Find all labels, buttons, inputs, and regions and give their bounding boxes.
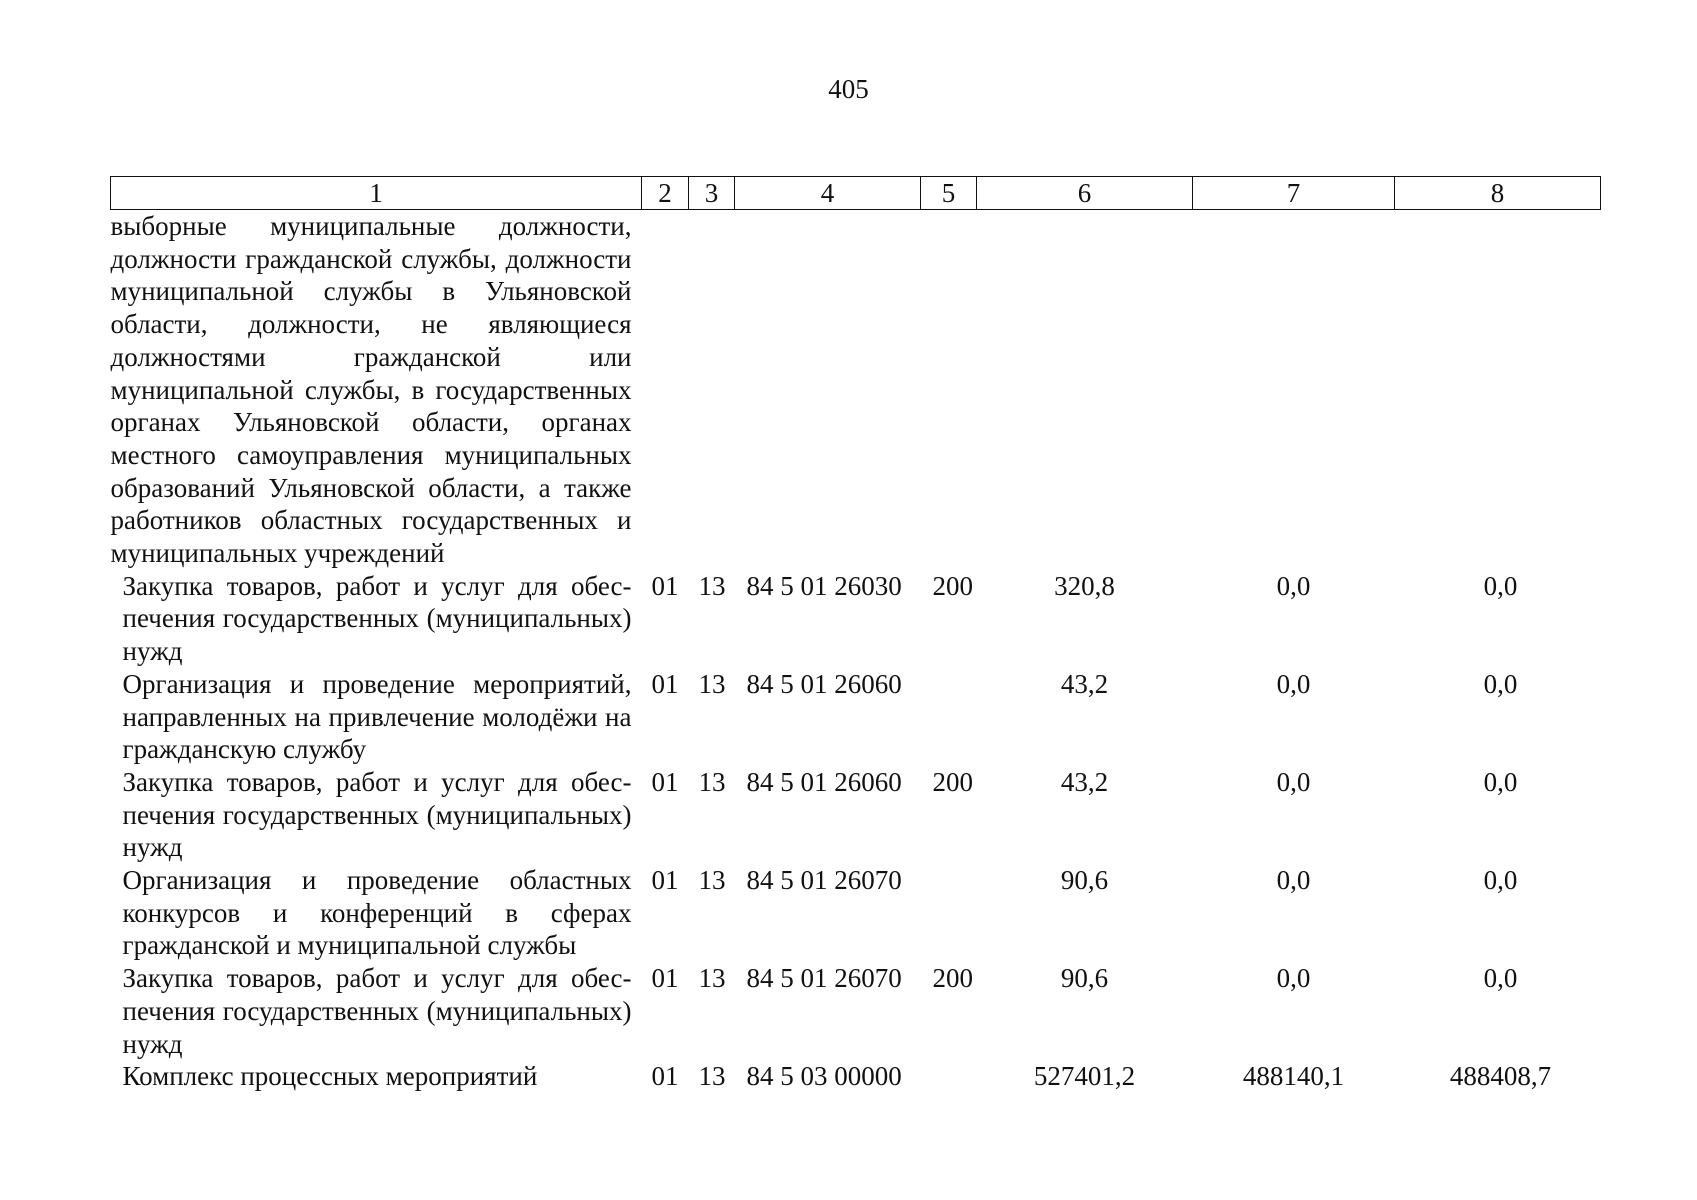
row-target-code: 84 5 01 26070 xyxy=(746,865,902,896)
row-amount-1 xyxy=(977,210,1193,570)
row-amount-1: 527401,2 xyxy=(1033,1061,1136,1092)
row-name: выборные муниципальные должности, должности гражданской службы, должности муниципальной службы в Ульяновской области, должности, не являющиеся должностями гражданской или муниципальной службы, в государственных органах Ульяновской области, органах местного самоуправления муниципальных образований Ульяновской области, а также работников областных государственных и муниципальных учреждений xyxy=(110,211,632,569)
row-amount-2: 488140,1 xyxy=(1242,1061,1345,1092)
table-row xyxy=(111,1060,1601,1093)
row-amount-2 xyxy=(1193,210,1395,570)
row-name: Комплекс процессных мероприятий xyxy=(122,1061,538,1092)
row-amount-2: 0,0 xyxy=(1276,766,1311,797)
table-header xyxy=(111,177,1601,210)
row-amount-3: 0,0 xyxy=(1483,865,1518,896)
row-subsection: 13 xyxy=(698,963,726,994)
row-subsection: 13 xyxy=(698,766,726,797)
row-subsection: 13 xyxy=(698,668,726,699)
row-amount-2: 0,0 xyxy=(1276,963,1311,994)
row-amount-1: 43,2 xyxy=(1060,766,1109,797)
row-subsection: 13 xyxy=(698,865,726,896)
row-amount-3: 0,0 xyxy=(1483,668,1518,699)
header-row xyxy=(111,177,1601,210)
row-amount-2: 0,0 xyxy=(1276,570,1311,601)
row-subsection: 13 xyxy=(698,570,726,601)
header-col-6: 6 xyxy=(977,177,1193,210)
budget-table xyxy=(110,176,1601,1093)
row-expense-type xyxy=(921,668,977,766)
row-section: 01 xyxy=(651,766,679,797)
row-name: Организация и проведение мероприятий, направленных на привлечение молодёжи на гражданскую службу xyxy=(122,668,632,765)
row-amount-1: 320,8 xyxy=(1054,570,1115,601)
row-expense-type xyxy=(921,1060,977,1093)
table-row xyxy=(111,210,1601,570)
header-col-1: 1 xyxy=(111,177,642,210)
row-section: 01 xyxy=(651,668,679,699)
row-target-code: 84 5 03 00000 xyxy=(746,1061,902,1092)
row-name: Закупка товаров, работ и услуг для обеспечения государственных (муниципальных) нужд xyxy=(122,766,632,863)
row-section: 01 xyxy=(651,570,679,601)
row-name: Закупка товаров, работ и услуг для обеспечения государственных (муниципальных) нужд xyxy=(122,570,632,667)
row-amount-2: 0,0 xyxy=(1276,865,1311,896)
row-amount-3: 488408,7 xyxy=(1449,1061,1552,1092)
row-amount-3: 0,0 xyxy=(1483,766,1518,797)
row-amount-1: 90,6 xyxy=(1060,963,1109,994)
row-subsection: 13 xyxy=(698,1061,726,1092)
header-col-5: 5 xyxy=(921,177,977,210)
row-subsection xyxy=(689,210,735,570)
row-expense-type xyxy=(921,864,977,962)
table-row xyxy=(111,864,1601,962)
table-row xyxy=(111,962,1601,1060)
row-section: 01 xyxy=(651,865,679,896)
row-amount-2: 0,0 xyxy=(1276,668,1311,699)
row-target-code: 84 5 01 26030 xyxy=(746,570,902,601)
row-amount-1: 43,2 xyxy=(1060,668,1109,699)
table-body xyxy=(111,210,1601,1093)
row-section xyxy=(642,210,689,570)
table-row xyxy=(111,570,1601,668)
row-amount-3: 0,0 xyxy=(1483,963,1518,994)
row-section: 01 xyxy=(651,1061,679,1092)
row-target-code: 84 5 01 26060 xyxy=(746,668,902,699)
table-row xyxy=(111,668,1601,766)
row-name: Организация и проведение областных конкурсов и конференций в сферах гражданской и муниципальной службы xyxy=(122,865,632,961)
header-col-3: 3 xyxy=(689,177,735,210)
row-expense-type: 200 xyxy=(932,963,973,994)
row-target-code: 84 5 01 26060 xyxy=(746,766,902,797)
row-expense-type: 200 xyxy=(932,570,973,601)
row-amount-3: 0,0 xyxy=(1483,570,1518,601)
header-col-8: 8 xyxy=(1395,177,1601,210)
row-target-code: 84 5 01 26070 xyxy=(746,963,902,994)
header-col-7: 7 xyxy=(1193,177,1395,210)
row-amount-3 xyxy=(1395,210,1601,570)
header-col-2: 2 xyxy=(642,177,689,210)
header-col-4: 4 xyxy=(735,177,921,210)
row-expense-type xyxy=(921,210,977,570)
row-name: Закупка товаров, работ и услуг для обеспечения государственных (муниципальных) нужд xyxy=(122,963,632,1059)
table-row xyxy=(111,766,1601,864)
page-number: 405 xyxy=(828,74,869,104)
row-section: 01 xyxy=(651,963,679,994)
row-amount-1: 90,6 xyxy=(1060,865,1109,896)
row-expense-type: 200 xyxy=(932,766,973,797)
row-target-code xyxy=(735,210,921,570)
